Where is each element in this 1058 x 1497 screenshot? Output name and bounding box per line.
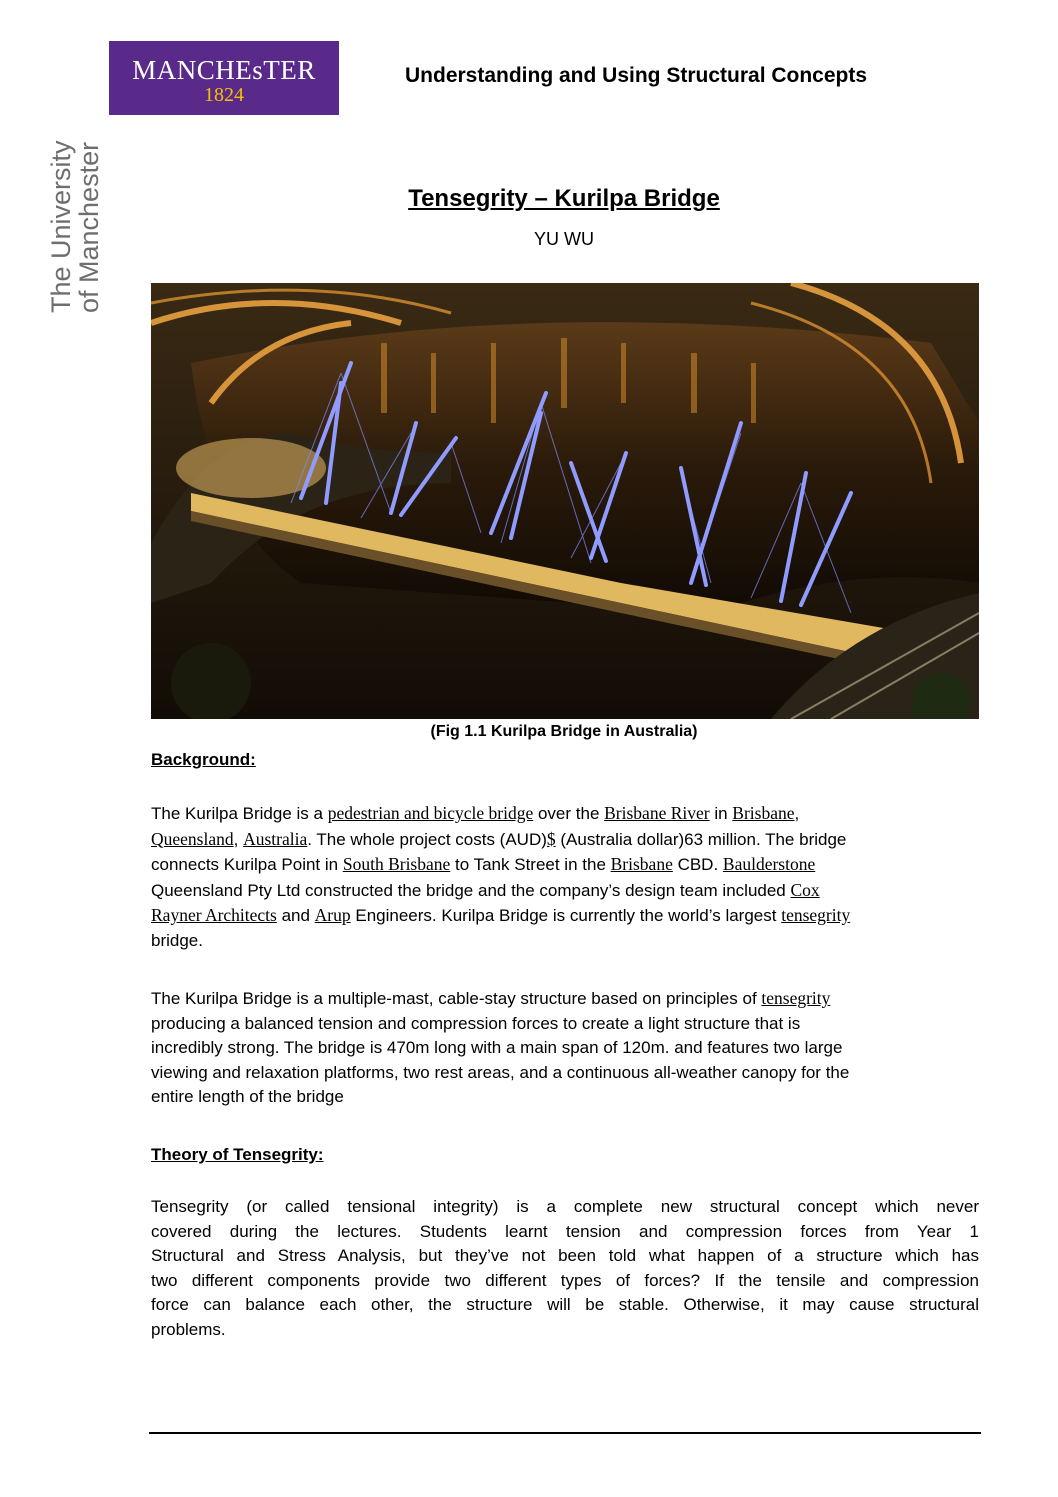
logo-year: 1824 — [204, 84, 244, 106]
text-line: bridge. — [151, 930, 203, 950]
kurilpa-bridge-illustration — [151, 283, 979, 719]
text-run: , — [794, 804, 800, 823]
text-line: force can balance each other, the structure will be stable. Otherwise, it may cause structural — [151, 1295, 979, 1315]
text-run: connects Kurilpa Point in — [151, 855, 343, 875]
text-line: problems. — [151, 1319, 226, 1339]
figure-caption: (Fig 1.1 Kurilpa Bridge in Australia) — [430, 723, 698, 740]
text-line: incredibly strong. The bridge is 470m long with a main span of 120m. and features two large — [151, 1038, 843, 1058]
text-run: (Australia dollar)63 million. The bridge — [555, 829, 847, 849]
bridge-photo — [151, 283, 979, 719]
text-run: Queensland Pty Ltd constructed the bridge and the company’s design team included — [151, 880, 791, 900]
text-line: viewing and relaxation platforms, two rest areas, and a continuous all-weather canopy for the — [151, 1062, 850, 1082]
link-brisbane[interactable]: Brisbane — [732, 803, 795, 823]
link-brisbane-river[interactable]: Brisbane River — [604, 803, 710, 823]
background-paragraph-2 — [151, 986, 979, 1110]
document-author: YU WU — [534, 229, 594, 249]
background-heading: Background: — [151, 750, 256, 769]
text-run: The Kurilpa Bridge is a — [151, 804, 328, 823]
link-australia[interactable]: Australia — [243, 828, 308, 849]
link-rayner-architects[interactable]: Rayner Architects — [151, 905, 277, 926]
document-title: Tensegrity – Kurilpa Bridge — [408, 185, 720, 212]
background-paragraph-1 — [151, 801, 979, 954]
text-line: Tensegrity (or called tensional integrity) is a complete new structural concept which never — [151, 1197, 979, 1216]
text-run: in — [709, 804, 733, 823]
link-tensegrity[interactable]: tensegrity — [761, 988, 831, 1008]
text-line: covered during the lectures. Students learnt tension and compression forces from Year 1 — [151, 1221, 979, 1241]
link-pedestrian-bicycle-bridge[interactable]: pedestrian and bicycle bridge — [327, 803, 534, 823]
text-run: CBD. — [672, 855, 723, 875]
link-tensegrity[interactable]: tensegrity — [781, 905, 851, 926]
text-run: The Kurilpa Bridge is a multiple-mast, cable-stay structure based on principles of — [151, 989, 762, 1008]
side-text-line-1: The University — [46, 140, 76, 313]
logo-name: MANCHEsTER — [132, 55, 316, 85]
footer-rule — [149, 1432, 981, 1434]
text-line: two different components provide two different types of forces? If the tensile and compression — [151, 1270, 979, 1290]
text-run: , — [233, 829, 244, 849]
text-line — [151, 903, 979, 929]
link-cox[interactable]: Cox — [790, 879, 820, 900]
university-logo — [109, 41, 339, 115]
text-run: to Tank Street in the — [450, 855, 611, 875]
text-line — [151, 827, 979, 853]
header-title: Understanding and Using Structural Concepts — [405, 64, 868, 87]
text-run: and — [276, 906, 315, 926]
link-brisbane-cbd[interactable]: Brisbane — [610, 854, 673, 875]
text-run: over the — [533, 804, 605, 823]
text-line: Structural and Stress Analysis, but they’ve not been told what happen of a structure which has — [151, 1246, 979, 1266]
link-dollar[interactable]: $ — [546, 828, 556, 849]
text-line — [151, 878, 979, 904]
text-line: entire length of the bridge — [151, 1087, 344, 1107]
side-text-line-2: of Manchester — [74, 141, 104, 313]
text-line: producing a balanced tension and compression forces to create a light structure that is — [151, 1013, 801, 1033]
theory-heading: Theory of Tensegrity: — [151, 1145, 324, 1164]
text-line — [151, 852, 979, 878]
university-side-text — [47, 113, 103, 313]
text-run: . The whole project costs (AUD) — [307, 829, 547, 849]
link-arup[interactable]: Arup — [314, 905, 351, 926]
link-queensland[interactable]: Queensland — [151, 828, 234, 849]
link-baulderstone[interactable]: Baulderstone — [722, 854, 816, 875]
text-line — [151, 801, 979, 827]
theory-paragraph — [151, 1195, 979, 1343]
link-south-brisbane[interactable]: South Brisbane — [342, 854, 451, 875]
text-run: Engineers. Kurilpa Bridge is currently the world’s largest — [350, 906, 782, 926]
text-line — [151, 986, 979, 1012]
